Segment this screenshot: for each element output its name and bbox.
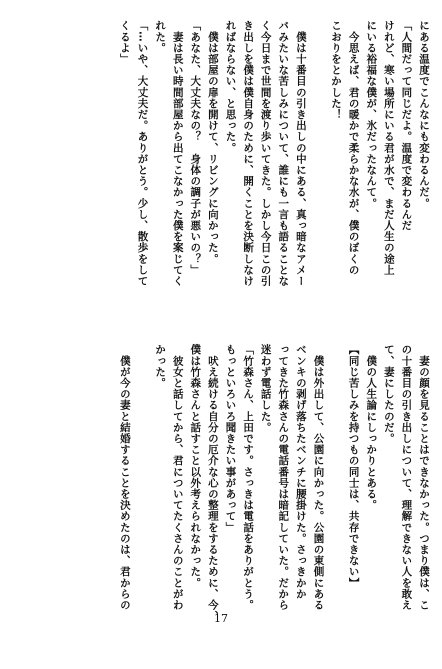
text-line: こおりをとかした！ [330, 20, 343, 120]
text-line [309, 20, 327, 312]
text-block-top [115, 20, 432, 312]
text-line: バみたいな苦しみについて、誰にも一言も語ることな [277, 20, 290, 287]
text-line: ってきた竹森さんの電話番号は暗記していた。だから [277, 344, 290, 611]
text-line: にいる裕福な僕が、氷だったなんて。 [365, 20, 378, 209]
text-line: ベンキの剥げ落ちたベンチに腰掛けた。さっきかか [294, 344, 307, 600]
text-line [133, 344, 151, 634]
text-line: 彼女と話してから、君についてたくさんのことがわ [171, 344, 184, 611]
text-line: くるよ」 [118, 20, 131, 65]
text-line: 今思えば、君の暖かで柔らかな水が、僕のぼくの [347, 20, 360, 276]
text-line: 「あなた、大丈夫なの？ 身体の調子が悪いの？」 [189, 20, 202, 276]
text-line: 【同じ苦しみを持つもの同士は、共存できない】 [347, 344, 360, 589]
text-line: 「人間だって同じだよ。温度で変わるんだ [400, 20, 413, 231]
text-line: 妻は長い時間部屋から出てこなかった僕を案じてく [171, 20, 184, 287]
text-line: 吠え続ける自分の厄介な心の整理をするために、今、 [206, 344, 219, 622]
text-line: 僕は外出して、公園に向かった。公園の東側にある [312, 344, 325, 611]
text-line: れた。 [154, 20, 167, 54]
text-line: 僕は竹森さんと話すこと以外考えられなかった。 [189, 344, 202, 589]
text-line: 僕は部屋の扉を開けて、リビングに向かった。 [206, 20, 219, 265]
text-line: く今日まで世間を渡り歩いてきた。しかし今日この引 [259, 20, 272, 287]
text-line: 迷わず電話した。 [259, 344, 272, 433]
text-line: 「竹森さん、上田です。さっきは電話をありがとう。 [242, 344, 255, 611]
text-line: かった。 [154, 344, 167, 389]
text-line: けれど、寒い場所にいる君が水で、まだ人生の途上 [382, 20, 395, 276]
text-line: き出しを僕は僕自身のために、開くことを決断しなけ [242, 20, 255, 287]
text-line: ればならない、と思った。 [224, 20, 237, 154]
text-line: て、妻にしたのだ。 [382, 344, 395, 444]
text-line: 僕は十番目の引き出しの中にある、真っ暗なアメー [294, 20, 307, 287]
text-line [326, 344, 344, 634]
text-line: 僕の人生論にしっかりとある。 [365, 344, 378, 511]
text-line: の十番目の引き出しについて、理解できない人を敢え [400, 344, 413, 611]
page-number: 17 [214, 612, 228, 625]
text-block-bottom [115, 344, 432, 634]
text-line: 妻の顔を見ることはできなかった。つまり僕は、こ [418, 344, 430, 611]
text-line: もっといろいろ聞きたい事があって」 [224, 344, 237, 533]
text-line: 僕が今の妻と結婚することを決めたのは、君からの [118, 344, 131, 611]
text-line: にある温度でこんなにも変わるんだ。 [418, 20, 430, 209]
text-line: 「…いや、大丈夫だ。ありがとう。少し、散歩をして [136, 20, 149, 287]
